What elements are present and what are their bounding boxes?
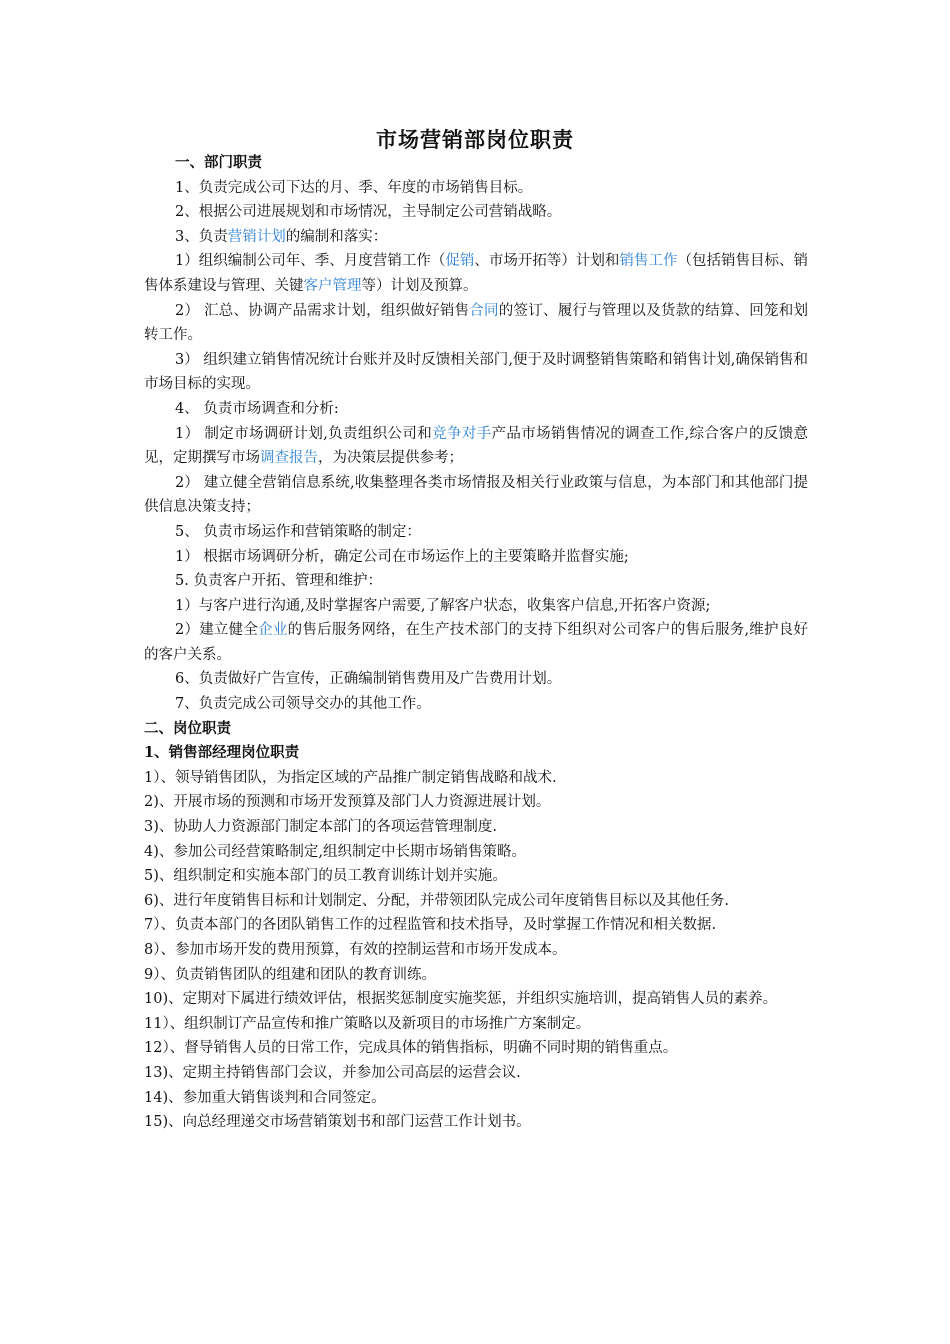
text-run: 2）建立健全 xyxy=(175,622,259,639)
document-title: 市场营销部岗位职责 xyxy=(376,127,574,152)
paragraph: 5、 负责市场运作和营销策略的制定： xyxy=(175,523,421,540)
list-item: 14)、参加重大销售谈判和合同签定。 xyxy=(144,1089,386,1106)
list-item: 11）、组织制订产品宣传和推广策略以及新项目的市场推广方案制定。 xyxy=(144,1015,591,1032)
sub-heading: 1、销售部经理岗位职责 xyxy=(144,744,300,762)
list-item: 12）、督导销售人员的日常工作，完成具体的销售指标，明确不同时期的销售重点。 xyxy=(144,1040,678,1057)
text-run: （包括销售目标、销售体系建设与管理、关键 xyxy=(144,253,809,294)
text-run: ，为决策层提供参考； xyxy=(318,450,463,467)
link-survey-report[interactable]: 调查报告 xyxy=(260,450,318,467)
link-sales-work[interactable]: 销售工作 xyxy=(619,253,678,270)
link-contract[interactable]: 合同 xyxy=(469,302,499,319)
text-run: 的售后服务网络，在生产技术部门的支持下组织对公司客户的售后服务,维护良好的客户关系。 xyxy=(144,622,809,663)
paragraph: 4、 负责市场调查和分析: xyxy=(175,400,339,417)
text-run: 3、负责 xyxy=(175,228,228,245)
list-item: 7）、负责本部门的各团队销售工作的过程监管和技术指导，及时掌握工作情况和相关数据. xyxy=(144,917,717,934)
document-body xyxy=(144,151,808,1135)
paragraph xyxy=(144,422,808,471)
paragraph: 1）与客户进行沟通,及时掌握客户需要,了解客户状态，收集客户信息,开拓客户资源; xyxy=(175,597,711,614)
paragraph: 7、负责完成公司领导交办的其他工作。 xyxy=(175,696,431,713)
list-item: 13)、定期主持销售部门会议，并参加公司高层的运营会议. xyxy=(144,1064,521,1081)
list-item: 8）、参加市场开发的费用预算，有效的控制运营和市场开发成本。 xyxy=(144,942,567,958)
text-run: 1）组织编制公司年、季、月度营销工作（ xyxy=(175,253,446,270)
paragraph: 3） 组织建立销售情况统计台账并及时反馈相关部门,便于及时调整销售策略和销售计划,确保销售和市场目标的实现。 xyxy=(144,351,808,393)
link-enterprise[interactable]: 企业 xyxy=(258,622,288,639)
text-run: 产品市场销售情况的调查工作,综合客户的反馈意见，定期撰写市场 xyxy=(144,425,808,467)
section-heading-1: 一、部门职责 xyxy=(175,154,262,171)
text-run: 2） 汇总、协调产品需求计划，组织做好销售 xyxy=(175,302,470,319)
paragraph: 6、负责做好广告宣传，正确编制销售费用及广告费用计划。 xyxy=(175,671,562,688)
list-item: 2)、开展市场的预测和市场开发预算及部门人力资源进展计划。 xyxy=(144,794,551,811)
text-run: 、市场开拓等）计划和 xyxy=(474,253,620,270)
text-run: 等）计划及预算。 xyxy=(361,277,478,294)
text-run: 1） 制定市场调研计划,负责组织公司和 xyxy=(175,425,433,442)
paragraph xyxy=(144,225,808,250)
paragraph: 5. 负责客户开拓、管理和维护： xyxy=(175,573,382,590)
list-item: 3)、协助人力资源部门制定本部门的各项运营管理制度. xyxy=(144,819,497,836)
paragraph: 2） 建立健全营销信息系统,收集整理各类市场情报及相关行业政策与信息，为本部门和其他部门提供信息决策支持； xyxy=(144,474,808,516)
link-competitor[interactable]: 竞争对手 xyxy=(432,425,492,442)
list-item: 1）、领导销售团队，为指定区域的产品推广制定销售战略和战术. xyxy=(144,769,557,786)
list-item: 6)、进行年度销售目标和计划制定、分配，并带领团队完成公司年度销售目标以及其他任务. xyxy=(144,892,729,909)
paragraph: 1、负责完成公司下达的月、季、年度的市场销售目标。 xyxy=(175,179,533,196)
paragraph: 2、根据公司进展规划和市场情况，主导制定公司营销战略。 xyxy=(175,204,562,221)
text-run: 的编制和落实： xyxy=(285,228,388,245)
paragraph xyxy=(144,249,808,298)
list-item: 4)、参加公司经营策略制定,组织制定中长期市场销售策略。 xyxy=(144,843,526,860)
section-heading-2: 二、岗位职责 xyxy=(144,719,231,737)
text-run: 的签订、履行与管理以及货款的结算、回笼和划转工作。 xyxy=(144,302,809,344)
link-marketing-plan[interactable]: 营销计划 xyxy=(227,228,286,245)
link-customer-management[interactable]: 客户管理 xyxy=(303,277,362,294)
list-item: 5)、组织制定和实施本部门的员工教育训练计划并实施。 xyxy=(144,868,507,885)
list-item: 10)、定期对下属进行绩效评估，根据奖惩制度实施奖惩，并组织实施培训，提高销售人员的素养。 xyxy=(144,991,778,1008)
paragraph xyxy=(144,618,808,667)
list-item: 9）、负责销售团队的组建和团队的教育训练。 xyxy=(144,966,436,983)
list-item: 15)、向总经理递交市场营销策划书和部门运营工作计划书。 xyxy=(144,1114,531,1131)
paragraph: 1） 根据市场调研分析，确定公司在市场运作上的主要策略并监督实施; xyxy=(175,548,629,565)
paragraph xyxy=(144,299,808,348)
link-promotion[interactable]: 促销 xyxy=(445,253,475,270)
